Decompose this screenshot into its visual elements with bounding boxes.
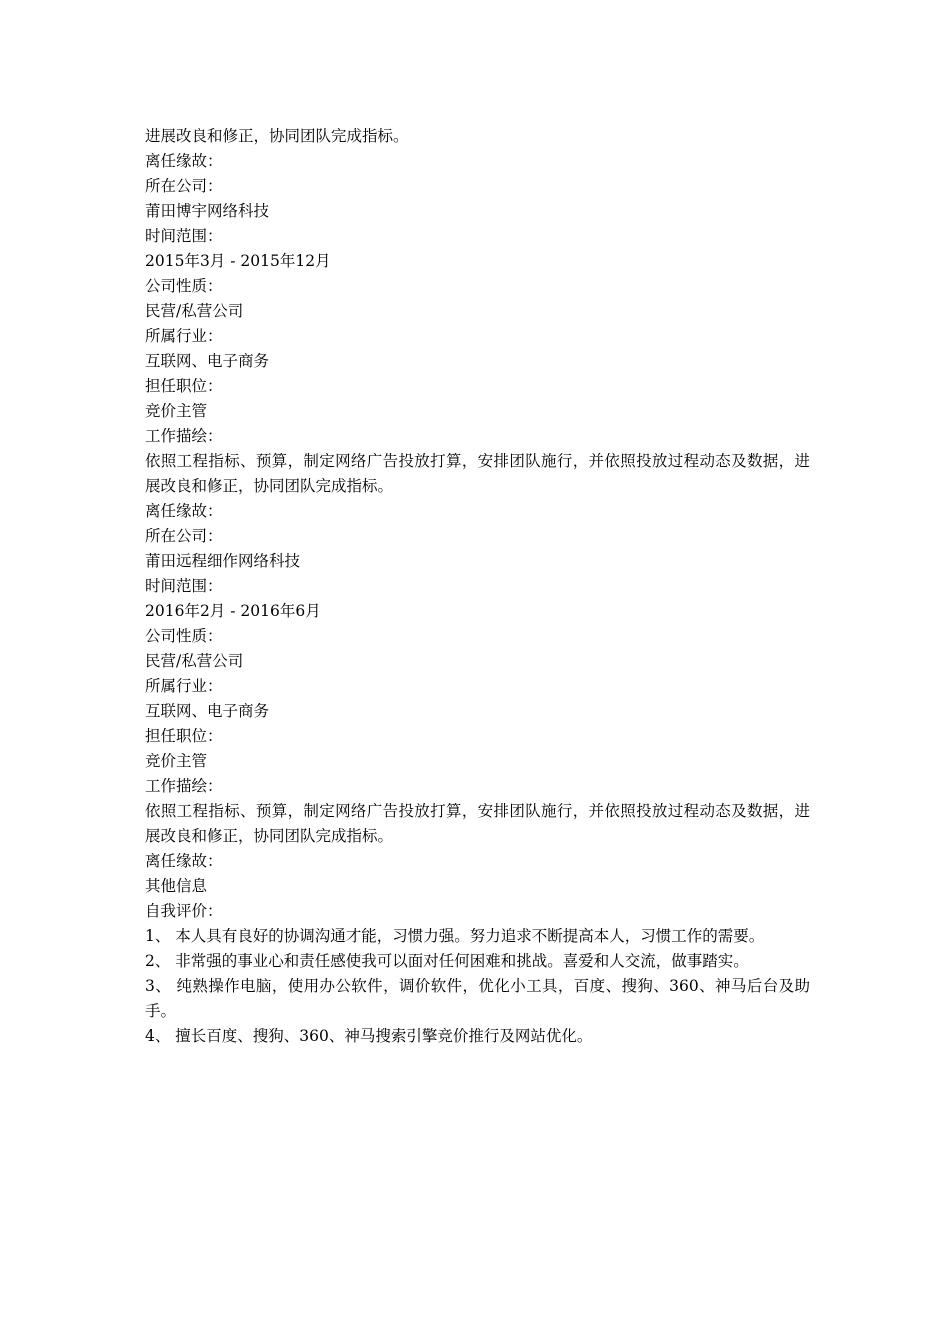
text-line: 工作描绘：	[145, 427, 223, 445]
text-line: 竞价主管	[145, 752, 208, 770]
text-paragraph: 依照工程指标、预算，制定网络广告投放打算，安排团队施行，并依照投放过程动态及数据，进展改良和修正，协同团队完成指标。	[145, 452, 810, 495]
text-line: 时间范围：	[145, 227, 223, 245]
text-line: 离任缘故：	[145, 152, 223, 170]
text-line: 竞价主管	[145, 402, 208, 420]
list-item: 2、 非常强的事业心和责任感使我可以面对任何困难和挑战。喜爱和人交流，做事踏实。	[145, 952, 749, 970]
text-line: 公司性质：	[145, 627, 223, 645]
text-line: 所属行业：	[145, 677, 223, 695]
text-line: 2016年2月 - 2016年6月	[145, 602, 321, 620]
text-line: 所在公司：	[145, 177, 223, 195]
text-line: 担任职位：	[145, 727, 223, 745]
text-line: 离任缘故：	[145, 502, 223, 520]
list-item: 3、 纯熟操作电脑，使用办公软件，调价软件，优化小工具，百度、搜狗、360、神马后台及助手。	[145, 977, 810, 1020]
text-line: 进展改良和修正，协同团队完成指标。	[145, 127, 409, 145]
text-line: 时间范围：	[145, 577, 223, 595]
list-item: 1、 本人具有良好的协调沟通才能，习惯力强。努力追求不断提高本人，习惯工作的需要。	[145, 927, 765, 945]
document-body	[145, 124, 810, 1049]
text-line: 民营/私营公司	[145, 652, 244, 670]
text-line: 公司性质：	[145, 277, 223, 295]
text-line: 互联网、电子商务	[145, 352, 270, 370]
text-line: 担任职位：	[145, 377, 223, 395]
text-line: 莆田博宇网络科技	[145, 202, 270, 220]
text-line: 离任缘故：	[145, 852, 223, 870]
text-line: 2015年3月 - 2015年12月	[145, 252, 331, 270]
text-line: 互联网、电子商务	[145, 702, 270, 720]
text-line: 工作描绘：	[145, 777, 223, 795]
text-line: 所属行业：	[145, 327, 223, 345]
list-item: 4、 擅长百度、搜狗、360、神马搜索引擎竞价推行及网站优化。	[145, 1027, 593, 1045]
text-paragraph: 依照工程指标、预算，制定网络广告投放打算，安排团队施行，并依照投放过程动态及数据，进展改良和修正，协同团队完成指标。	[145, 802, 810, 845]
text-line: 所在公司：	[145, 527, 223, 545]
text-line: 其他信息	[145, 877, 208, 895]
text-line: 民营/私营公司	[145, 302, 244, 320]
text-line: 自我评价：	[145, 902, 223, 920]
text-line: 莆田远程细作网络科技	[145, 552, 301, 570]
